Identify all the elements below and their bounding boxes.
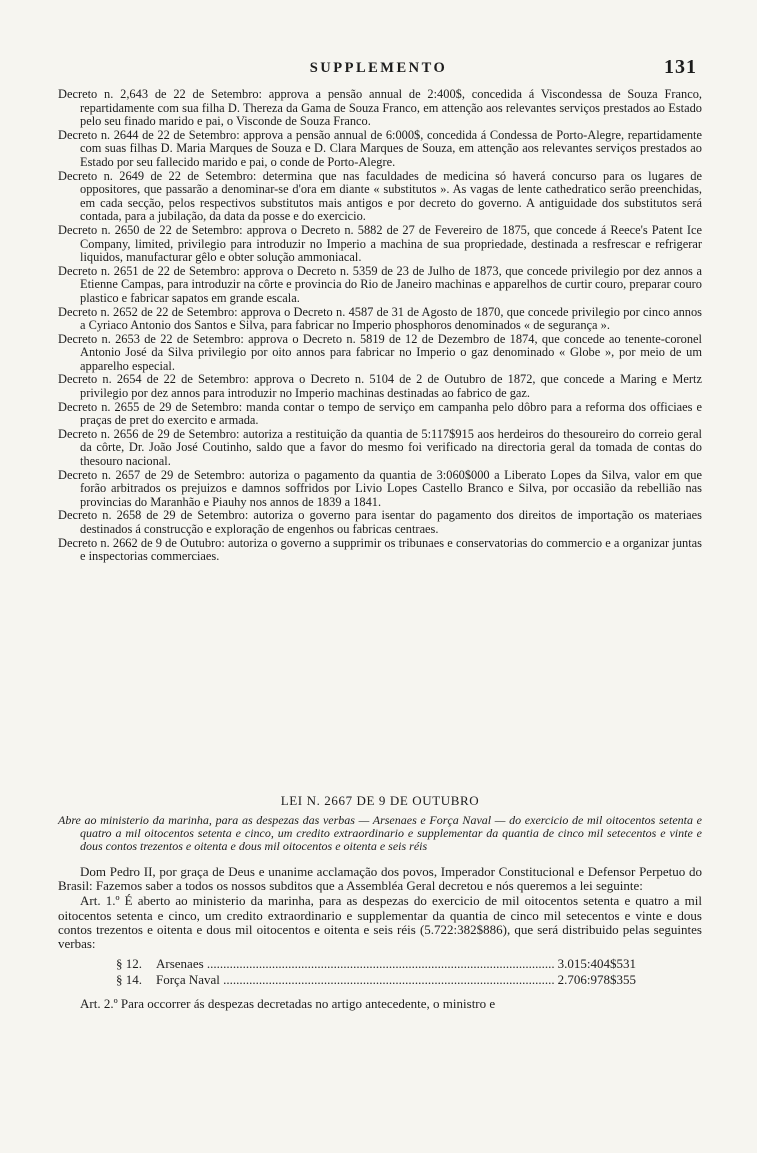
- decree-entry: Decreto n. 2651 de 22 de Setembro: approva o Decreto n. 5359 de 23 de Julho de 1873, que concede privilegio por dez annos a Etienne Campas, para introduzir na côrte e provincia do Rio de Janeiro machinas e apparelhos de curtir couro, preparar couro plastico e fabricar sapatos em grande escala.: [58, 263, 702, 305]
- budget-item-label: Força Naval .....: [156, 972, 554, 988]
- page-number: 131: [664, 56, 697, 78]
- decree-entry: Decreto n. 2658 de 29 de Setembro: autoriza o governo para isentar do pagamento dos direitos de importação os materiaes destinados á construcção e exploração de engenhos ou fabricas centraes.: [58, 508, 702, 536]
- decree-entry: Decreto n. 2654 de 22 de Setembro: approva o Decreto n. 5104 de 2 de Outubro de 1872, que concede a Maring e Mertz privilegio por dez annos para introduzir no Imperio machinas destinadas ao fabrico de gaz.: [58, 372, 702, 401]
- law-section: [58, 793, 702, 1013]
- law-summary: Abre ao ministerio da marinha, para as despezas das verbas — Arsenaes e Força Naval — do exercicio de mil oitocentos setenta e quatro a mil oitocentos setenta e cinco, um credito extraordinario e supplementar da quantia de cinco mil setecentos e vinte e dous contos trezentos e oitenta e dous mil oitocentos e oitenta e seis réis: [58, 813, 702, 854]
- law-article-2: Art. 2.º Para occorrer ás despezas decretadas no artigo antecedente, o ministro e: [80, 996, 496, 1012]
- running-head: [0, 56, 757, 82]
- decree-entry: Decreto n. 2,643 de 22 de Setembro: approva a pensão annual de 2:400$, concedida á Viscondessa de Souza Franco, repartidamente com sua filha D. Thereza da Gama de Souza Franco, em attenção aos relevantes serviços prestados ao Estado pelo seu finado marido e pai, o Visconde de Souza Franco.: [58, 87, 702, 129]
- decree-entry: Decreto n. 2655 de 29 de Setembro: manda contar o tempo de serviço em campanha pelo dôbro para a reforma dos officiaes e praças de pret do exercito e armada.: [58, 399, 702, 428]
- decree-entry: Decreto n. 2644 de 22 de Setembro: approva a pensão annual de 6:000$, concedida á Condessa de Porto-Alegre, repartidamente com suas filhas D. Maria Marques de Souza e D. Clara Marques de Souza, em attenção aos relevantes serviços prestados ao Estado por seu fallecido marido e pai, o conde de Porto-Alegre.: [58, 127, 702, 169]
- budget-item: [116, 956, 636, 972]
- budget-item-section: § 14.: [116, 971, 142, 987]
- law-article-1: Art. 1.º É aberto ao ministerio da marinha, para as despezas do exercicio de mil oitocentos setenta e quatro a mil oitocentos setenta e cinco, um credito extraordinario e supplementar da quantia de cinco mil setecentos e vinte e dous contos trezentos e oitenta e dous mil oitocentos e oitenta e seis réis (5.722:382$886), que será distribuido pelas seguintes verbas:: [58, 893, 702, 952]
- decree-entry: Decreto n. 2650 de 22 de Setembro: approva o Decreto n. 5882 de 27 de Fevereiro de 1875, que concede á Reece's Patent Ice Company, limited, privilegio para introduzir no Imperio a machina de sua propriedade, destinada a resfrescar e refrigerar liquidos, manufacturar gêlo e obter solução ammoniacal.: [58, 222, 702, 265]
- law-preamble: Dom Pedro II, por graça de Deus e unanime acclamação dos povos, Imperador Constitucional e Defensor Perpetuo do Brasil: Fazemos saber a todos os nossos subditos que a Assembléa Geral decretou e nós queremos a lei seguinte:: [58, 863, 702, 893]
- budget-item-section: § 12.: [116, 956, 142, 972]
- decree-list: [58, 88, 702, 564]
- law-title: LEI N. 2667 DE 9 DE OUTUBRO: [280, 793, 480, 808]
- budget-item-amount: 2.706:978$355: [557, 971, 636, 987]
- decree-entry: Decreto n. 2649 de 22 de Setembro: determina que nas faculdades de medicina só haverá concurso para os lugares de oppositores, que passarão a denominar-se d'ora em diante « substitutos ». As vagas de lente cathedratico serão preenchidas, em cada secção, pelos respectivos substitutos mais antigos e por decreto do governo. A antiguidade dos substitutos será contada, para a jubilação, da data da posse e do exercicio.: [58, 168, 702, 224]
- decree-entry: Decreto n. 2656 de 29 de Setembro: autoriza a restituição da quantia de 5:117$915 aos herdeiros do thesoureiro do correio geral da côrte, Dr. João José Coutinho, saldo que a favor do mesmo foi verificado na directoria geral da tomada de contas do thesouro nacional.: [58, 426, 702, 469]
- decree-entry: Decreto n. 2657 de 29 de Setembro: autoriza o pagamento da quantia de 3:060$000 a Liberato Lopes da Silva, valor em que forão arbitrados os prejuizos e damnos soffridos por Livio Lopes Castello Branco e Silva, por occasião da rebellião nas provincias do Maranhão e Piauhy nos annos de 1839 a 1841.: [58, 467, 702, 509]
- budget-item: [116, 972, 636, 988]
- budget-items: [58, 956, 702, 987]
- decree-entry: Decreto n. 2652 de 22 de Setembro: approva o Decreto n. 4587 de 31 de Agosto de 1870, que concede privilegio por cinco annos a Cyriaco Antonio dos Santos e Silva, para fabricar no Imperio phosphoros denominados « de segurança ».: [58, 304, 702, 333]
- budget-item-amount: 3.015:404$531: [557, 956, 636, 972]
- page-header-title: SUPPLEMENTO: [309, 60, 448, 76]
- budget-item-label: Arsenaes .....: [156, 956, 554, 972]
- decree-entry: Decreto n. 2653 de 22 de Setembro: approva o Decreto n. 5819 de 12 de Dezembro de 1874, que concede ao tenente-coronel Antonio José da Silva privilegio por oito annos para fabricar no Imperio o gaz denominado « Globe », por meio de um apparelho especial.: [58, 331, 702, 373]
- decree-entry: Decreto n. 2662 de 9 de Outubro: autoriza o governo a supprimir os tribunaes e conservatorias do commercio e a organizar juntas e inspectorias commerciaes.: [58, 535, 702, 564]
